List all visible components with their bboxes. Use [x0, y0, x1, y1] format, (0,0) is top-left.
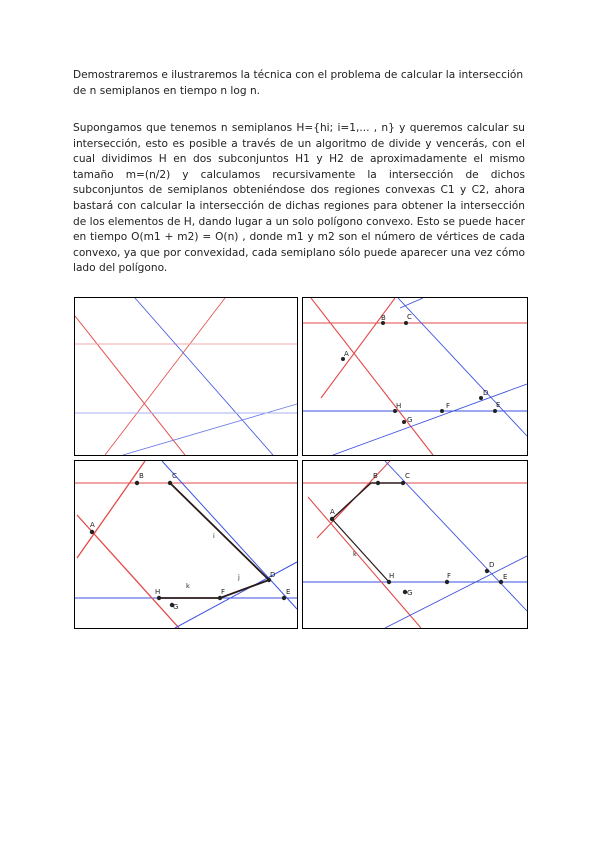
label-C: C	[405, 472, 410, 480]
label-F: F	[221, 588, 226, 596]
edge-label-k: k	[353, 550, 357, 558]
label-B: B	[373, 472, 378, 480]
label-A: A	[330, 508, 335, 516]
red-line-1	[75, 316, 185, 455]
figure-result-polygon	[302, 460, 528, 629]
label-D: D	[483, 389, 489, 397]
figure-convex-polygon	[74, 460, 298, 629]
label-E: E	[496, 401, 501, 409]
label-E: E	[503, 573, 508, 581]
label-C: C	[407, 313, 412, 321]
edge-label-j: j	[238, 573, 240, 581]
blue-line-2	[123, 404, 297, 455]
label-G: G	[173, 603, 179, 611]
label-H: H	[396, 402, 402, 410]
label-D: D	[270, 571, 276, 579]
label-E: E	[286, 588, 291, 596]
label-B: B	[139, 472, 144, 480]
figure-half-planes	[74, 297, 298, 456]
label-A: A	[90, 521, 95, 529]
label-D: D	[489, 561, 495, 569]
label-H: H	[389, 572, 395, 580]
label-C: C	[172, 472, 177, 480]
label-G: G	[407, 589, 413, 597]
figure-labelled-arrangement	[302, 297, 528, 456]
label-F: F	[447, 572, 452, 580]
label-B: B	[381, 314, 386, 322]
label-F: F	[446, 402, 451, 410]
label-A: A	[344, 350, 349, 358]
edge-label-i: i	[213, 532, 215, 540]
edge-label-k: k	[186, 582, 190, 590]
label-G: G	[407, 416, 413, 424]
label-H: H	[155, 588, 161, 596]
intro-paragraph: Demostraremos e ilustraremos la técnica con el problema de calcular la intersección de n semiplanos en tiempo n log n.	[73, 69, 524, 97]
body-paragraph: Supongamos que tenemos n semiplanos H={hi; i=1,... , n} y queremos calcular su intersección, esto es posible a través de un algoritmo de divide y vencerás, con el cual dividimos H en dos subconjuntos H1 y H2 de aproximadamente el mismo tamaño m=(n/2) y calculamos recursivamente la intersección de dichos subconjuntos de semiplanos obteniéndose dos regiones convexas C1 y C2, ahora bastará con calcular la intersección de dichas regiones para obtener la intersección de los elementos de H, dando lugar a un solo polígono convexo. Esto se puede hacer en tiempo O(m1 + m2) = O(n) , donde m1 y m2 son el número de vértices de cada convexo, ya que por convexidad, cada semiplano sólo puede aparecer una vez cómo lado del polígono.	[73, 122, 525, 275]
